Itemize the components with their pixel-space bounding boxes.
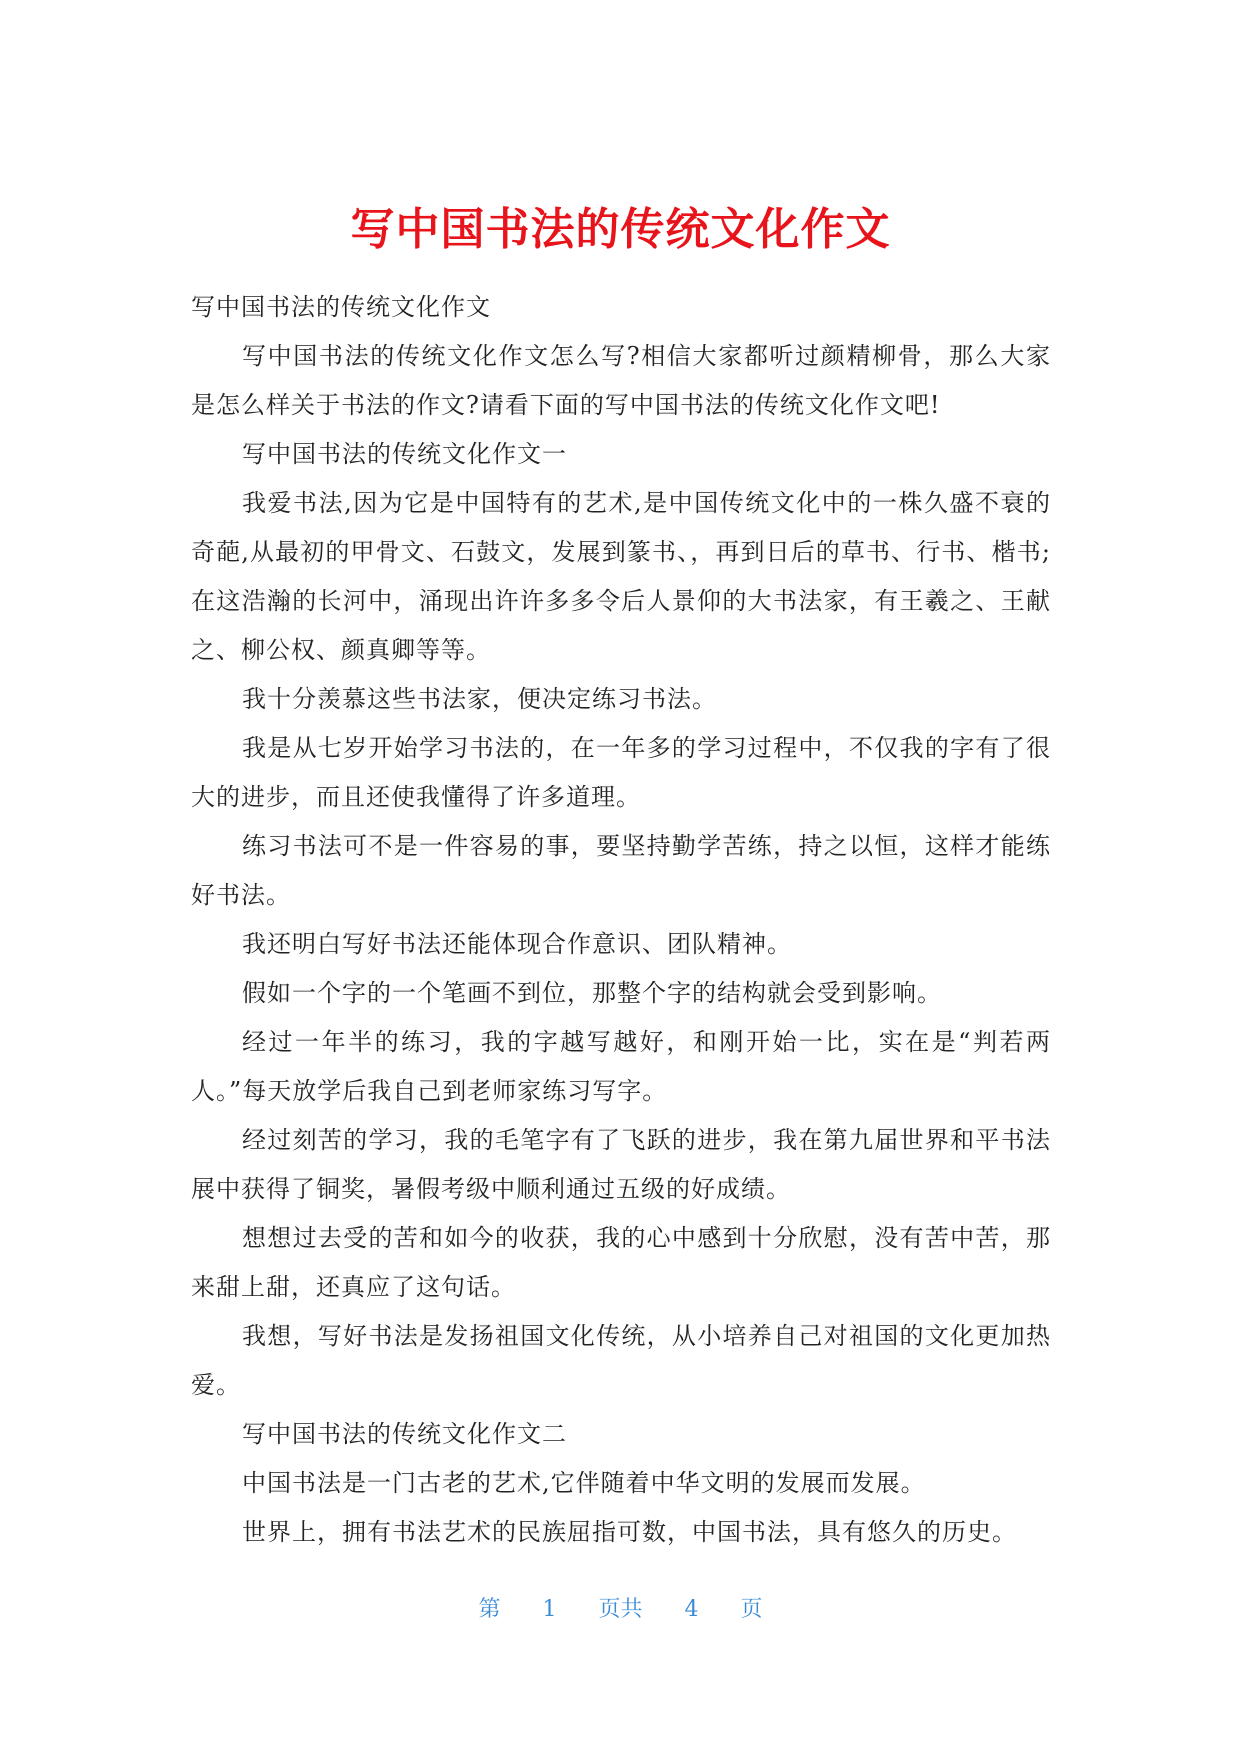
body-paragraph: 经过刻苦的学习，我的毛笔字有了飞跃的进步，我在第九届世界和平书法展中获得了铜奖，暑假考级中顺利通过五级的好成绩。: [191, 1126, 1051, 1203]
page-number: 1: [542, 1597, 557, 1622]
page-footer: [0, 1595, 1241, 1625]
page-of-label: 页共: [598, 1597, 643, 1622]
document-title: 写中国书法的传统文化作文: [350, 204, 891, 255]
body-paragraph-intro: 写中国书法的传统文化作文怎么写?相信大家都听过颜精柳骨，那么大家是怎么样关于书法的作文?请看下面的写中国书法的传统文化作文吧!: [191, 342, 1051, 419]
body-paragraph: 中国书法是一门古老的艺术,它伴随着中华文明的发展而发展。: [242, 1469, 926, 1497]
body-paragraph: 世界上，拥有书法艺术的民族屈指可数，中国书法，具有悠久的历史。: [242, 1518, 1017, 1546]
page-label: 第: [478, 1597, 501, 1622]
body-paragraph: 我还明白写好书法还能体现合作意识、团队精神。: [242, 930, 792, 958]
body-paragraph-subtitle: 写中国书法的传统文化作文: [191, 293, 491, 321]
body-paragraph: 我是从七岁开始学习书法的，在一年多的学习过程中，不仅我的字有了很大的进步，而且还使我懂得了许多道理。: [191, 734, 1051, 811]
body-paragraph: 我爱书法,因为它是中国特有的艺术,是中国传统文化中的一株久盛不衰的奇葩,从最初的甲骨文、石鼓文，发展到篆书、，再到日后的草书、行书、楷书;在这浩瀚的长河中，涌现出许许多多令后人景仰的大书法家，有王羲之、王献之、柳公权、颜真卿等等。: [191, 489, 1051, 664]
body-paragraph: 我想，写好书法是发扬祖国文化传统，从小培养自己对祖国的文化更加热爱。: [191, 1322, 1051, 1399]
body-paragraph: 我十分羡慕这些书法家，便决定练习书法。: [242, 685, 717, 713]
body-paragraph: 想想过去受的苦和如今的收获，我的心中感到十分欣慰，没有苦中苦，那来甜上甜，还真应了这句话。: [191, 1224, 1051, 1301]
pages-suffix: 页: [740, 1597, 763, 1622]
body-paragraph: 经过一年半的练习，我的字越写越好，和刚开始一比，实在是“判若两人。”每天放学后我自己到老师家练习写字。: [191, 1028, 1051, 1105]
section-heading-essay-one: 写中国书法的传统文化作文一: [242, 440, 567, 468]
section-heading-essay-two: 写中国书法的传统文化作文二: [242, 1420, 567, 1448]
body-paragraph: 假如一个字的一个笔画不到位，那整个字的结构就会受到影响。: [242, 979, 942, 1007]
total-pages: 4: [684, 1597, 699, 1622]
body-paragraph: 练习书法可不是一件容易的事，要坚持勤学苦练，持之以恒，这样才能练好书法。: [191, 832, 1051, 909]
document-body: [191, 283, 1051, 1557]
